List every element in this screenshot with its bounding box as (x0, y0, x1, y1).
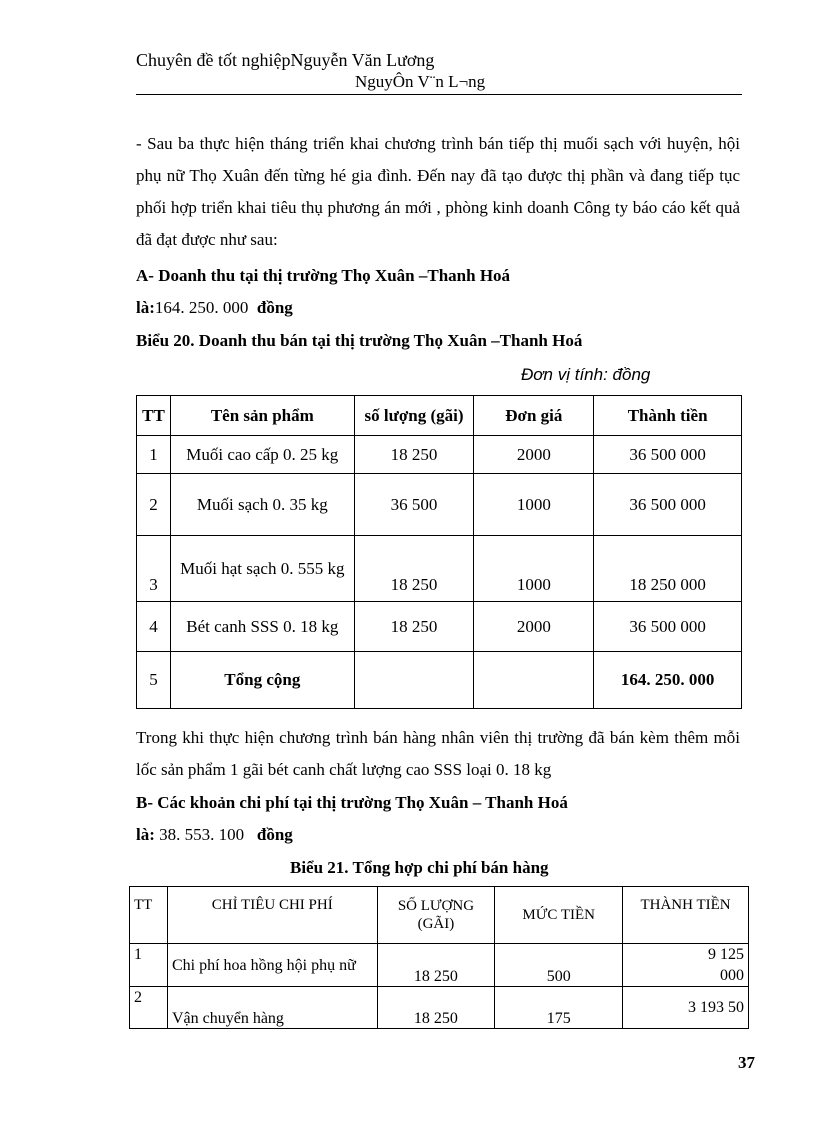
section-a-amount: 164. 250. 000 (154, 298, 249, 317)
section-a-title: A- Doanh thu tại thị trường Thọ Xuân –Thanh Hoá (136, 266, 511, 285)
table-cell (354, 652, 474, 709)
section-a-unit: đồng (256, 298, 293, 317)
section-b-unit: đồng (256, 825, 293, 844)
table-cell: 2000 (474, 602, 594, 652)
page-number: 37 (738, 1053, 755, 1072)
table-cell: 36 500 (354, 474, 474, 536)
table-header-cell: số lượng (gãi) (354, 396, 474, 436)
table-cell: Muối sạch 0. 35 kg (170, 474, 354, 536)
header-divider (136, 94, 742, 95)
table-total-value: 164. 250. 000 (594, 652, 742, 709)
table-cell: 3 193 50 (623, 987, 749, 1029)
table-row (137, 474, 742, 536)
section-a-prefix: là: (136, 298, 155, 317)
table-cell: 2 (137, 474, 171, 536)
table-cell: Muối hạt sạch 0. 555 kg (170, 536, 354, 602)
table-header-row (130, 887, 749, 944)
table-header-cell: TT (137, 396, 171, 436)
table-cell: 4 (137, 602, 171, 652)
table-cell: 1 (137, 436, 171, 474)
table-cell: 18 250 (377, 944, 495, 987)
table-header-cell: THÀNH TIỀN (623, 887, 749, 944)
header-author: NguyÔn V¨n L¬ng (355, 72, 486, 91)
header-title: Chuyên đề tốt nghiệpNguyễn Văn Lương (136, 50, 435, 70)
table-cell: 18 250 (354, 602, 474, 652)
table-header-cell: Tên sản phẩm (170, 396, 354, 436)
table-row (137, 436, 742, 474)
table-total-label: Tổng cộng (170, 652, 354, 709)
section-b-total (136, 825, 293, 845)
table-header-cell: MỨC TIỀN (495, 887, 623, 944)
table-cell: Vận chuyển hàng (167, 987, 377, 1029)
table-cell: 1000 (474, 474, 594, 536)
table-cell: 36 500 000 (594, 436, 742, 474)
section-b-amount: 38. 553. 100 (159, 825, 245, 844)
intro-paragraph: - Sau ba thực hiện tháng triển khai chương trình bán tiếp thị muối sạch với huyện, hội phụ nữ Thọ Xuân đến từng hé gia đình. Đến nay đã tạo được thị phần và đang tiếp tục phối hợp triển khai tiêu thụ phương án mới , phòng kinh doanh Công ty báo cáo kết quả đã đạt được như sau: (136, 134, 740, 249)
table-header-cell: TT (130, 887, 168, 944)
table-cell: 2 (130, 987, 168, 1029)
table-row (130, 987, 749, 1029)
table-total-row (137, 652, 742, 709)
table-cell: 36 500 000 (594, 602, 742, 652)
table-row (137, 602, 742, 652)
table-row (137, 536, 742, 602)
table1-unit-note: Đơn vị tính: đồng (521, 365, 651, 384)
table-cell: 5 (137, 652, 171, 709)
table-cell: 2000 (474, 436, 594, 474)
table-cell: 9 125 000 (623, 944, 749, 987)
table1-caption: Biểu 20. Doanh thu bán tại thị trường Thọ Xuân –Thanh Hoá (136, 331, 583, 350)
table-cell: 175 (495, 987, 623, 1029)
table-header-cell: Đơn giá (474, 396, 594, 436)
note-paragraph: Trong khi thực hiện chương trình bán hàng nhân viên thị trường đã bán kèm thêm mỗi lốc sản phẩm 1 gãi bét canh chất lượng cao SSS loại 0. 18 kg (136, 728, 740, 779)
table-cell: 18 250 (354, 436, 474, 474)
table-cell: 18 250 000 (594, 536, 742, 602)
table-cell: 1 (130, 944, 168, 987)
table-row (130, 944, 749, 987)
table-cell: Chi phí hoa hồng hội phụ nữ (167, 944, 377, 987)
table-cell: 1000 (474, 536, 594, 602)
table-cell: 18 250 (377, 987, 495, 1029)
table-header-row (137, 396, 742, 436)
revenue-table (136, 395, 742, 709)
table2-caption: Biểu 21. Tổng hợp chi phí bán hàng (290, 858, 549, 877)
table-cell: 36 500 000 (594, 474, 742, 536)
table-header-cell: SỐ LƯỢNG (GÃI) (377, 887, 495, 944)
table-header-cell: CHỈ TIÊU CHI PHÍ (167, 887, 377, 944)
table-cell: 18 250 (354, 536, 474, 602)
table-cell: 500 (495, 944, 623, 987)
table-cell: 3 (137, 536, 171, 602)
table-cell (474, 652, 594, 709)
table-cell: Muối cao cấp 0. 25 kg (170, 436, 354, 474)
expense-table (129, 886, 749, 1029)
section-a-total (136, 298, 293, 318)
section-b-prefix: là: (136, 825, 155, 844)
table-header-cell: Thành tiền (594, 396, 742, 436)
section-b-title: B- Các khoản chi phí tại thị trường Thọ Xuân – Thanh Hoá (136, 793, 568, 812)
table-cell: Bét canh SSS 0. 18 kg (170, 602, 354, 652)
